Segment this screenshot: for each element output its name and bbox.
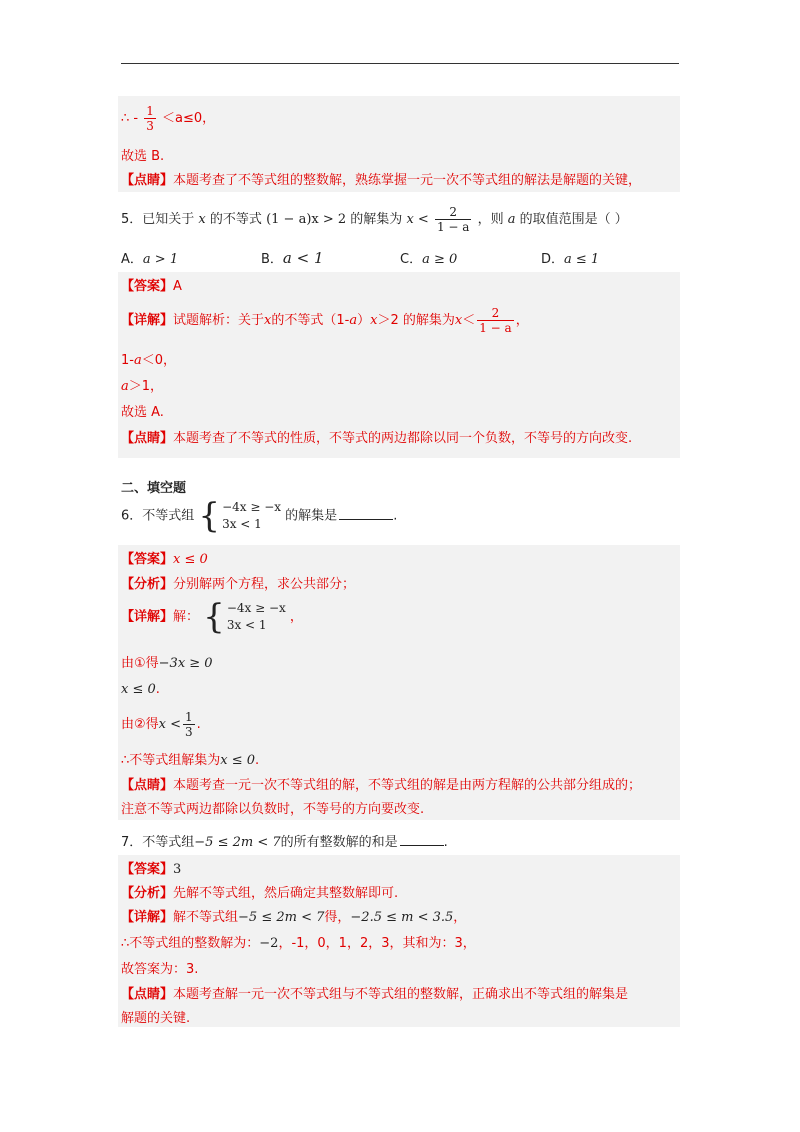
fraction xyxy=(477,306,513,335)
text: 解： xyxy=(173,609,200,625)
text: . xyxy=(443,835,448,850)
text: 由②得 xyxy=(121,717,159,732)
q6-conclusion xyxy=(121,752,259,770)
text: 的解集为 xyxy=(350,212,403,227)
numerator: 1 xyxy=(185,710,193,724)
q5-detail xyxy=(121,306,529,335)
text: . xyxy=(196,717,201,732)
fraction xyxy=(435,205,471,234)
math-inequality: (1 − a)x > 2 xyxy=(266,212,347,227)
q5-choose: 故选 A. xyxy=(121,405,164,420)
text: 的解集是 xyxy=(285,508,338,524)
text: ，则 xyxy=(477,212,504,227)
comment-tag: 【点睛】 xyxy=(121,987,174,1002)
option-letter: C． xyxy=(400,252,423,267)
q5-option-c xyxy=(400,248,457,267)
text: ，-1，0，1，2，3，其和为：3， xyxy=(278,936,476,951)
q5-option-a xyxy=(121,248,178,267)
answer-blank xyxy=(400,833,444,846)
text: 得， xyxy=(324,910,351,925)
answer-tag: 【答案】 xyxy=(121,862,174,877)
q6-analysis xyxy=(121,576,355,594)
comment-text: 本题考查了不等式组的整数解，熟练掌握一元一次不等式组的解法是解题的关键， xyxy=(173,173,642,188)
math-var: x xyxy=(198,212,206,227)
text: 由①得 xyxy=(121,656,159,671)
answer-tag: 【答案】 xyxy=(121,279,174,294)
analysis-text: 分别解两个方程，求公共部分； xyxy=(173,577,356,592)
math-var: a xyxy=(507,212,516,227)
denominator: 3 xyxy=(146,119,154,133)
text: ＞2 的解集为 xyxy=(377,313,455,328)
header-rule xyxy=(121,63,679,64)
fraction xyxy=(144,104,156,133)
denominator: 1 − a xyxy=(436,220,470,234)
q6-step2 xyxy=(121,681,160,699)
math-var: x xyxy=(264,313,272,328)
q5-answer xyxy=(121,278,182,296)
comment-tag: 【点睛】 xyxy=(121,431,174,446)
option-letter: B． xyxy=(261,252,283,267)
option-letter: D． xyxy=(541,252,565,267)
q7-detail xyxy=(121,909,466,927)
option-expr: a > 1 xyxy=(142,252,179,267)
section-title: 二、填空题 xyxy=(121,481,187,496)
q6-comment-2: 注意不等式两边都除以负数时，不等号的方向要改变. xyxy=(121,802,425,817)
text: 的不等式（1- xyxy=(271,313,350,328)
text: ＜ xyxy=(462,313,476,328)
answer-blank xyxy=(339,507,393,520)
q4-therefore-line xyxy=(121,104,215,133)
math-expr: −5 ≤ 2m < 7 xyxy=(238,910,325,925)
option-expr: a ≥ 0 xyxy=(422,252,458,267)
text: 解不等式组 xyxy=(173,910,239,925)
q7-comment-2: 解题的关键. xyxy=(121,1011,191,1026)
text: ∴ - xyxy=(121,111,139,126)
q6-stem xyxy=(121,496,398,536)
math-expr: −3x ≥ 0 xyxy=(158,656,213,671)
q7-stem xyxy=(121,833,448,852)
text: 的所有整数解的和是 xyxy=(280,835,398,850)
q6-step1 xyxy=(121,655,213,673)
math-expr: x ≤ 0 xyxy=(121,682,156,697)
q7-comment-1 xyxy=(121,986,628,1004)
comment-text: 本题考查解一元一次不等式组与不等式组的整数解，正确求出不等式组的解集是 xyxy=(173,987,629,1002)
q6-answer xyxy=(121,551,208,569)
q5-stem xyxy=(121,205,628,234)
text: 的取值范围是（ ） xyxy=(519,212,628,227)
text: ∴不等式组解集为 xyxy=(121,753,221,768)
text: ∴不等式组的整数解为： xyxy=(121,936,260,951)
analysis-tag: 【分析】 xyxy=(121,577,174,592)
q6-detail xyxy=(121,597,303,637)
system-row: −4x ≥ −x xyxy=(226,601,286,615)
text: 6．不等式组 xyxy=(121,508,195,524)
math-var: a xyxy=(133,353,142,368)
comment-tag: 【点睛】 xyxy=(121,173,174,188)
inequality-system xyxy=(203,597,286,637)
text: 1- xyxy=(121,353,134,368)
analysis-text: 先解不等式组，然后确定其整数解即可. xyxy=(173,886,399,901)
comment-text: 本题考查一元一次不等式组的解，不等式组的解是由两方程解的公共部分组成的； xyxy=(173,778,642,793)
math-expr: −5 ≤ 2m < 7 xyxy=(194,835,281,850)
text: ＜0， xyxy=(141,353,177,368)
comment-text: 本题考查了不等式的性质，不等式的两边都除以同一个负数，不等号的方向改变. xyxy=(173,431,633,446)
math-expr: x < xyxy=(406,212,429,227)
text: ， xyxy=(515,313,529,328)
q5-option-d xyxy=(541,248,599,267)
fraction xyxy=(183,710,195,739)
system-row: 3x < 1 xyxy=(222,517,262,531)
q4-choose-line: 故选 B. xyxy=(121,149,165,164)
numerator: 2 xyxy=(491,306,500,320)
text: ＜a≤0， xyxy=(162,111,216,126)
math-var: x xyxy=(454,313,463,328)
text: 5．已知关于 xyxy=(121,212,195,227)
math-var: x xyxy=(370,313,378,328)
q5-step2 xyxy=(121,378,163,396)
text: 试题解析：关于 xyxy=(173,313,265,328)
text: . xyxy=(155,682,160,697)
comment-tag: 【点睛】 xyxy=(121,778,174,793)
option-expr: a < 1 xyxy=(282,249,324,267)
text: ， xyxy=(289,609,303,625)
q5-step1 xyxy=(121,352,176,370)
denominator: 1 − a xyxy=(479,321,512,335)
detail-tag: 【详解】 xyxy=(121,910,174,925)
detail-tag: 【详解】 xyxy=(121,609,174,625)
brace-icon: { xyxy=(203,597,225,637)
inequality-system xyxy=(198,496,282,536)
system-row: −4x ≥ −x xyxy=(222,500,282,514)
q7-final: 故答案为：3. xyxy=(121,962,199,977)
text: ＞1， xyxy=(128,379,164,394)
math-expr: −2 xyxy=(259,936,279,951)
q7-analysis xyxy=(121,885,398,903)
text: . xyxy=(393,508,398,524)
q5-comment xyxy=(121,430,632,448)
answer-value: x ≤ 0 xyxy=(173,552,208,567)
system-row: 3x < 1 xyxy=(226,618,267,632)
text: ） xyxy=(357,313,371,328)
brace-icon: { xyxy=(198,496,221,536)
text: . xyxy=(255,753,260,768)
q5-option-b xyxy=(261,248,324,267)
q7-answer xyxy=(121,861,181,879)
text: ， xyxy=(453,910,467,925)
answer-value: 3 xyxy=(173,862,182,877)
numerator: 2 xyxy=(449,205,458,219)
q6-comment-1 xyxy=(121,777,641,795)
answer-value: A xyxy=(173,279,182,294)
numerator: 1 xyxy=(146,104,154,118)
text: 的不等式 xyxy=(209,212,262,227)
analysis-tag: 【分析】 xyxy=(121,886,174,901)
answer-tag: 【答案】 xyxy=(121,552,174,567)
detail-tag: 【详解】 xyxy=(121,313,174,328)
math-expr: −2.5 ≤ m < 3.5 xyxy=(350,910,454,925)
q6-step3 xyxy=(121,710,201,739)
q7-integers xyxy=(121,935,476,953)
text: 7．不等式组 xyxy=(121,835,195,850)
q4-comment-line xyxy=(121,172,641,190)
math-expr: x ≤ 0 xyxy=(220,753,256,768)
denominator: 3 xyxy=(185,725,193,739)
math-var: a xyxy=(121,379,129,394)
option-letter: A． xyxy=(121,252,143,267)
option-expr: a ≤ 1 xyxy=(564,252,600,267)
math-var: a xyxy=(349,313,358,328)
math-expr: x < xyxy=(158,717,182,732)
